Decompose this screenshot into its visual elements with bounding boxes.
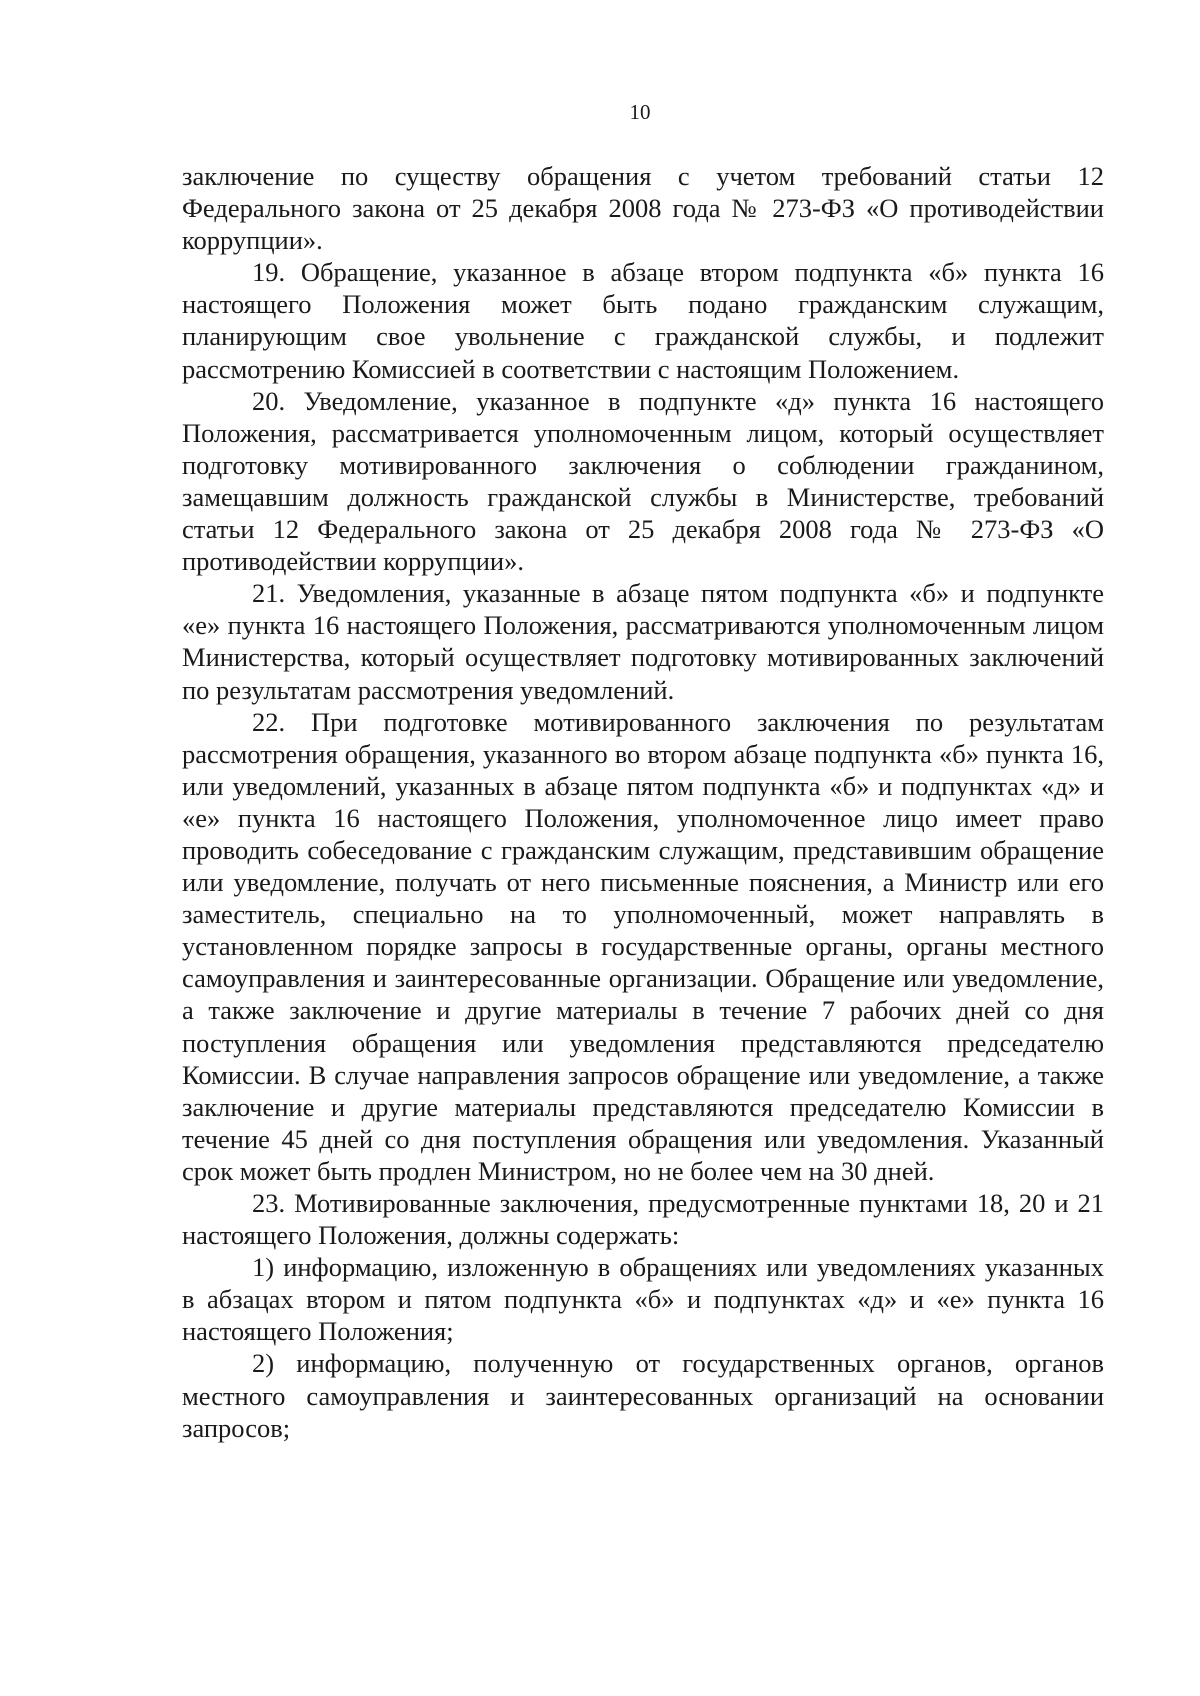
document-body: [182, 160, 1104, 1444]
paragraph-item-22: 22. При подготовке мотивированного заключения по результатам рассмотрения обращения, указанного во втором абзаце подпункта «б» пункта 16, или уведомлений, указанных в абзаце пятом подпункта «б» и подпунктах «д» и «е» пункта 16 настоящего Положения, уполномоченное лицо имеет право проводить собеседование с гражданским служащим, представившим обращение или уведомление, получать от него письменные пояснения, а Министр или его заместитель, специально на то уполномоченный, может направлять в установленном порядке запросы в государственные органы, органы местного самоуправления и заинтересованные организации. Обращение или уведомление, а также заключение и другие материалы в течение 7 рабочих дней со дня поступления обращения или уведомления представляются председателю Комиссии. В случае направления запросов обращение или уведомление, а также заключение и другие материалы представляются председателю Комиссии в течение 45 дней со дня поступления обращения или уведомления. Указанный срок может быть продлен Министром, но не более чем на 30 дней.: [182, 706, 1104, 1186]
paragraph-item-23: 23. Мотивированные заключения, предусмотренные пунктами 18, 20 и 21 настоящего Положения, должны содержать:: [182, 1188, 1104, 1251]
paragraph-item-19: 19. Обращение, указанное в абзаце втором подпункта «б» пункта 16 настоящего Положения может быть подано гражданским служащим, планирующим свое увольнение с гражданской службы, и подлежит рассмотрению Комиссией в соответствии с настоящим Положением.: [182, 257, 1104, 384]
paragraph-subitem-2: 2) информацию, полученную от государственных органов, органов местного самоуправления и заинтересованных организаций на основании запросов;: [182, 1348, 1104, 1443]
page-number: 10: [629, 100, 651, 124]
paragraph-item-20: 20. Уведомление, указанное в подпункте «д» пункта 16 настоящего Положения, рассматривается уполномоченным лицом, который осуществляет подготовку мотивированного заключения о соблюдении гражданином, замещавшим должность гражданской службы в Министерстве, требований статьи 12 Федерального закона от 25 декабря 2008 года № 273-ФЗ «О противодействии коррупции».: [182, 385, 1104, 577]
paragraph-subitem-1: 1) информацию, изложенную в обращениях или уведомлениях указанных в абзацах втором и пятом подпункта «б» и подпунктах «д» и «е» пункта 16 настоящего Положения;: [182, 1252, 1104, 1347]
paragraph-continuation: заключение по существу обращения с учетом требований статьи 12 Федерального закона от 25 декабря 2008 года № 273-ФЗ «О противодействии коррупции».: [182, 161, 1104, 256]
paragraph-item-21: 21. Уведомления, указанные в абзаце пятом подпункта «б» и подпункте «е» пункта 16 настоящего Положения, рассматриваются уполномоченным лицом Министерства, который осуществляет подготовку мотивированных заключений по результатам рассмотрения уведомлений.: [182, 578, 1104, 705]
